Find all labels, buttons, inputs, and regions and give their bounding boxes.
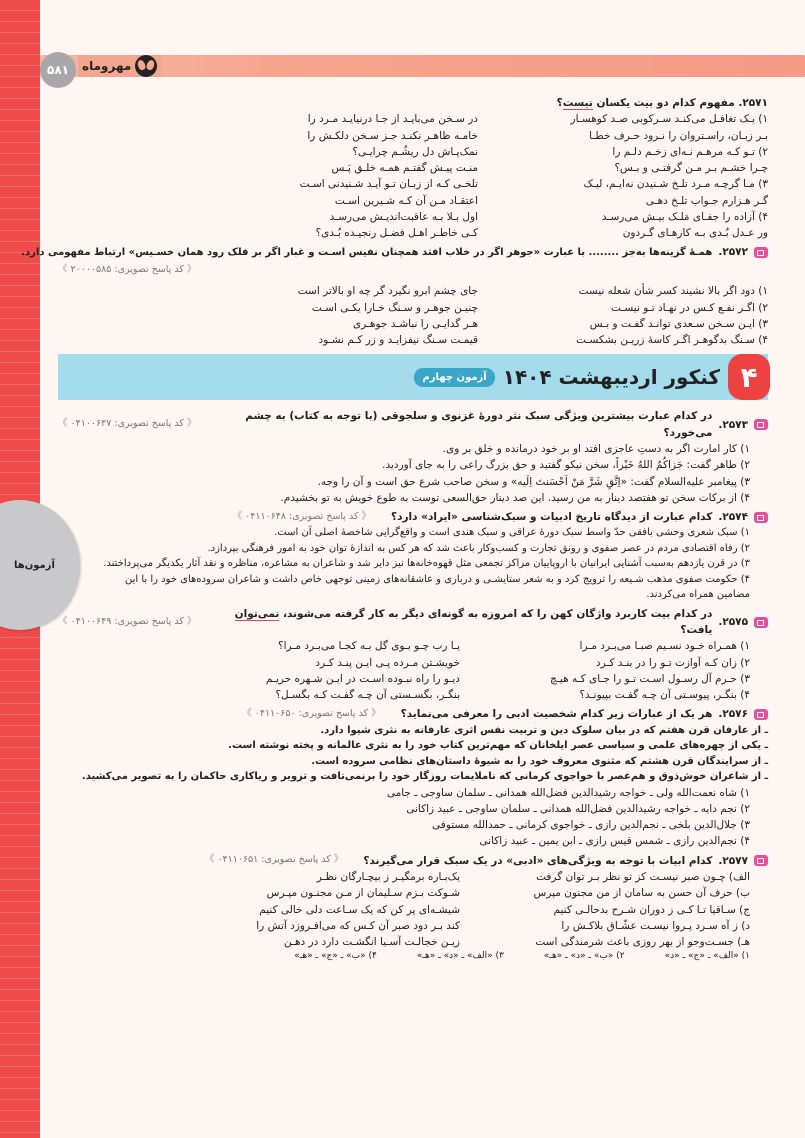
- question-header: [21, 244, 768, 260]
- question-number: ۲۵۷۶.: [718, 708, 748, 721]
- video-answer-icon[interactable]: [754, 617, 768, 628]
- statement-item: ـ از شاعران خوش‌ذوق و هم‌عصر با خواجوی کرمانی که ناملایمات روزگار خود را برنمی‌تافت و تزویر و ریاکاری حاکمان را به تصویر می‌کشید.: [81, 771, 768, 783]
- answer-option[interactable]: ۲) رفاه اقتصادی مردم در عصر صفوی و رونق تجارت و کسب‌وکار باعث شد که هر کس به اندازهٔ توان خود به امور فرهنگی بپردازد.: [207, 542, 750, 554]
- verse-second-hemistich: کند بـر دود صبر آن کـس که می‌افـروزد آتش را: [256, 919, 460, 932]
- answer-option[interactable]: ۱) شاه نعمت‌الله ولی ـ خواجه رشیدالدین فضل‌الله همدانی ـ سلمان ساوجی ـ جامی: [386, 786, 750, 799]
- exam-title: کنکور اردیبهشت ۱۴۰۴: [502, 364, 720, 389]
- question-number: ۲۵۷۵.: [718, 615, 748, 628]
- question-text: در کدام بیت کاربرد واژگان کهن را که امروزه به گونه‌ای دیگر به کار گرفته می‌شوند،: [283, 607, 713, 620]
- butterfly-logo-icon: [135, 55, 157, 77]
- verse-first-hemistich: ۱) دود اگر بالا نشیند کسر شأن شعله نیست: [578, 285, 768, 298]
- brand: [78, 55, 161, 77]
- exam-badge: آزمون چهارم: [414, 368, 494, 388]
- brand-name: مهروماه: [82, 59, 132, 73]
- verse-second-hemistich: یک‌بـاره برمگیـر ز بیچـارگان نظـر: [316, 870, 460, 883]
- verse-second-hemistich: تلخـی کـه از زبـان تـو آیـد شـنیدنی اسـت: [299, 178, 478, 191]
- verse-second-hemistich: شیشـه‌ای پر کن که یک سـاعت دلی خالی کنیم: [259, 903, 460, 916]
- question-text: همـهٔ گزینه‌ها به‌جز ........ با عبارت «جوهر اگر در خلاب افتد همچنان نفیس اسـت و غبار اگر بر فلک رود همان خسـیس» ارتباط مفهومی دارد.: [21, 246, 713, 258]
- answer-option[interactable]: ۴) حکومت صفوی مذهب شـیعه را ترویج کرد و به شعر ستایشـی و درباری و عاشقانه‌های زمینی توجهی خاص داشت و شاعران سروده‌های خود را با این: [125, 573, 750, 585]
- verse-second-hemistich: اعتقـاد مـن آن کـه شـیرین اسـت: [334, 194, 478, 207]
- answer-option[interactable]: ۲) طاهر گفت: جَزاکُمُ اللهُ خَیْراً، سخن نیکو گفتید و حق بزرگ راعی را به جای آوردید.: [382, 459, 750, 472]
- options-list: [58, 785, 768, 850]
- answer-option[interactable]: ۱) سبک شعری وحشی بافقی حدّ واسط سبک دورهٔ عراقی و سبک هندی است و واقع‌گرایی شاخصهٔ اصلی آن است.: [274, 527, 750, 539]
- statement-list: [58, 723, 768, 785]
- verse-first-hemistich: الف) چـون صبر نیسـت کز تو نظر بـر توان گرفت: [536, 870, 750, 883]
- video-answer-icon[interactable]: [754, 855, 768, 866]
- verse-first-hemistich: ۳) حـرم آل رسـول اسـت تـو را جـای کـه هیـچ: [550, 672, 750, 685]
- verse-grid: [58, 111, 768, 241]
- question-2572: [21, 244, 768, 348]
- question-header: [58, 706, 768, 722]
- question-header: ۲۵۷۱. مفهوم کدام دو بیت یکسان نیست؟: [556, 97, 768, 109]
- verse-grid: [58, 283, 768, 348]
- verse-second-hemistich: یـا رب چـو بـوی گل بـه کجـا می‌بـرد مـرا؟: [278, 640, 460, 653]
- statement-item: ـ از عارفان قرن هفتم که در بیان سلوک دین و تربیت نفس اثری عارفانه به نثری شیوا دارد.: [320, 724, 768, 736]
- question-2577: [58, 853, 768, 965]
- statement-item: ـ یکی از چهره‌های علمی و سیاسی عصر ایلخانان که مهم‌ترین کتاب خود را به نثری عالمانه و پخته نوشته است.: [228, 740, 768, 752]
- question-header: [58, 509, 768, 525]
- question-2576: [58, 706, 768, 849]
- answer-option[interactable]: ۴) «ب» ـ «ج» ـ «هـ»: [294, 951, 377, 962]
- answer-option[interactable]: ۱) «الف» ـ «ج» ـ «د»: [664, 951, 750, 962]
- question-emphasis: نیست: [562, 97, 593, 109]
- verse-first-hemistich: گـر هـزارم جـواب تلـخ دهـی: [645, 194, 768, 207]
- answer-code[interactable]: 《 کد پاسخ تصویری: ۰۴۱۱۰۶۵۰ 》: [242, 708, 381, 720]
- verse-first-hemistich: هـ) جسـت‌وجو از بهر روزی باعث شرمندگی است: [535, 936, 750, 949]
- video-answer-icon[interactable]: [754, 247, 768, 258]
- answer-option[interactable]: ۲) «ب» ـ «د» ـ «هـ»: [543, 951, 625, 962]
- verse-first-hemistich: ۳) ایـن سـخن سـعدی توانـد گفـت و بـس: [589, 317, 768, 330]
- verse-first-hemistich: ۱) یـک تغافـل می‌کنـد سـرکوبی صـد کوهسـار: [570, 113, 768, 126]
- verse-second-hemistich: قیمـت سـنگ نیفزایـد و زر کـم نشـود: [318, 334, 478, 347]
- verse-second-hemistich: هـر گدایـی را نباشـد جوهـری: [352, 317, 478, 330]
- question-emphasis: نمی‌توان: [234, 607, 280, 620]
- verse-first-hemistich: چـرا خشـم بـر مـن گرفتـی و بـس؟: [614, 162, 768, 175]
- statement-item: ـ از سرایندگان قرن هشتم که مثنوی معروف خود را به شیوهٔ داستان‌های نظامی سروده است.: [311, 755, 768, 767]
- exam-number: ۴: [728, 354, 770, 400]
- verse-second-hemistich: در سـخن می‌بایـد از جـا درنیایـد مـرد را: [307, 113, 478, 126]
- question-text: کدام عبارت از دیدگاه تاریخ ادبیات و سبک‌شناسی «ایراد» دارد؟: [391, 511, 713, 524]
- verse-first-hemistich: ج) سـاقیا تـا کـی ز دوران شـرح بدحالـی کنیم: [553, 903, 750, 916]
- options-list: [58, 525, 768, 603]
- options-list: [58, 441, 768, 506]
- answer-code[interactable]: 《 کد پاسخ تصویری: ۰۴۱۱۰۶۴۸ 》: [232, 510, 372, 522]
- answer-code[interactable]: 《 کد پاسخ تصویری: ۰۴۱۰۰۶۴۹ 》: [58, 615, 197, 627]
- answer-option[interactable]: ۳) پیغامبر علیه‌السلام گفت: «اِتَّقِ شَرَّ مَنْ اَحْسَنتَ اِلَیه» و سخن صاحب شرع حق است و آن را وجه.: [317, 475, 750, 488]
- verse-second-hemistich: شـوکت بـزم سـلیمان از مـن مجنـون مپـرس: [266, 887, 460, 900]
- question-number: ۲۵۷۳.: [718, 418, 748, 431]
- question-text: در کدام عبارت بیشترین ویژگی سبک نثر دورهٔ غزنوی و سلجوقی (با توجه به کتاب) به چشم می‌خورد؟: [245, 410, 713, 439]
- verse-second-hemistich: منـت پیـش گفتـم همـه خلـق پَـس: [331, 162, 478, 175]
- verse-grid: [58, 869, 768, 950]
- verse-second-hemistich: دیـو را راه نبـوده اسـت در ایـن شـهره حریـم: [265, 672, 460, 685]
- question-2573: [58, 408, 768, 506]
- verse-first-hemistich: د) ز آه سـرد پـروا نیسـت عشّـاق بلاکـش را: [561, 919, 750, 932]
- question-header: [58, 408, 768, 441]
- page-number: ۵۸۱: [40, 52, 76, 88]
- question-text: مفهوم کدام دو بیت یکسان: [596, 97, 735, 109]
- question-header: ۲۵۷۵. در کدام بیت کاربرد واژگان کهن را که امروزه به گونه‌ای دیگر به کار گرفته می‌شوند، نمی‌توان یافت؟ 《 کد پاسخ تصویری: ۰۴۱۰۰۶۴۹ 》: [58, 606, 768, 639]
- answer-option[interactable]: ۳) جلال‌الدین بلخی ـ نجم‌الدین رازی ـ خواجوی کرمانی ـ حمدالله مستوفی: [432, 819, 750, 832]
- verse-first-hemistich: ۴) بنگـر، پیوسـتی آن چـه گفـت بپیونـد؟: [579, 689, 750, 702]
- verse-second-hemistich: چنیـن جوهـر و سـنگ خـارا یکـی اسـت: [311, 301, 478, 314]
- answer-option[interactable]: ۲) نجم دایه ـ خواجه رشیدالدین فضل‌الله همدانی ـ سلمان ساوجی ـ عبید زاکانی: [406, 802, 750, 815]
- verse-first-hemistich: ۴) آزاده را جفـای مَلـک بیـش می‌رسـد: [601, 210, 768, 223]
- question-number: ۲۵۷۷.: [718, 854, 748, 867]
- answer-option[interactable]: ۴) از برکات سخن تو هفتصد دینار به من رسید. این صد دینار حق‌السعی توست به طوع خویش به تو بخشیدم.: [280, 491, 750, 504]
- answer-options: [58, 950, 768, 964]
- verse-first-hemistich: ۲) زان کـه آوازت تـو را در بنـد کـرد: [595, 656, 750, 669]
- video-answer-icon[interactable]: [754, 419, 768, 430]
- answer-option[interactable]: مضامین همراه می‌کردند.: [646, 589, 750, 601]
- verse-grid: [58, 638, 768, 703]
- verse-second-hemistich: کـی خاطـر اهـل فضـل رنجیـده بُـدی؟: [315, 227, 478, 240]
- verse-second-hemistich: خامـه ظاهـر نکنـد جـز سـخن دلکـش را: [307, 129, 478, 142]
- answer-option[interactable]: ۴) نجم‌الدین رازی ـ شمس قیس رازی ـ ابن یمین ـ عبید زاکانی: [479, 835, 750, 848]
- verse-second-hemistich: جای چشم ابرو نگیرد گر چه او بالاتر است: [297, 285, 478, 298]
- question-number: ۲۵۷۲.: [718, 246, 748, 259]
- verse-first-hemistich: ۲) اگـر نفـع کـس در نهـاد تـو نیسـت: [611, 301, 768, 314]
- question-number: ۲۵۷۴.: [718, 511, 748, 524]
- verse-first-hemistich: ب) حرف آن حسن به سامان از من مجنون مپرس: [533, 887, 750, 900]
- answer-code[interactable]: 《 کد پاسخ تصویری: ۰۴۱۱۰۶۵۱ 》: [204, 854, 344, 866]
- verse-first-hemistich: ۲) تـو کـه مرهـم نـه‌ای زخـم دلـم را: [612, 145, 768, 158]
- video-answer-icon[interactable]: [754, 512, 768, 523]
- exam-banner: [58, 354, 768, 400]
- question-2575: [58, 606, 768, 704]
- video-answer-icon[interactable]: [754, 709, 768, 720]
- verse-second-hemistich: بنگـر، بگسـستی آن چـه گفـت کـه بگسـل؟: [275, 689, 460, 702]
- question-2571: [58, 95, 768, 241]
- verse-second-hemistich: خویشـتن مـرده پـی ایـن پنـد کـرد: [315, 656, 460, 669]
- answer-option[interactable]: ۱) کار امارت اگر به دستِ عاجزی افتد او بر خود درمانده و خلق بر وی.: [442, 442, 750, 455]
- side-tab-label: آزمون‌ها: [14, 560, 55, 571]
- verse-first-hemistich: ۳) مـا گرچـه مـرد تلـخ شـنیدن نه‌ایـم، لیـک: [583, 178, 768, 191]
- answer-code[interactable]: 《 کد پاسخ تصویری: ۰۴۱۰۰۶۴۷ 》: [58, 418, 197, 430]
- answer-option[interactable]: ۳) در قرن یازدهم به‌سبب آشنایی ایرانیان با اروپاییان مراکز تجمعی مثل قهوه‌خانه‌ها نیز دایر شد و شاعران به مشاعره، مناظره و نقد آثار یکدیگر می‌پرداختند.: [103, 558, 750, 570]
- question-text: هر یک از عبارات زیر کدام شخصیت ادبی را معرفی می‌نماید؟: [400, 708, 713, 721]
- question-2574: [58, 509, 768, 603]
- verse-second-hemistich: نمک‌پـاش دل ریشُـم چرایـی؟: [352, 145, 478, 158]
- verse-second-hemistich: اول بـلا بـه عاقبت‌اندیـش می‌رسـد: [329, 210, 478, 223]
- answer-code[interactable]: 《 کد پاسخ تصویری: ۲۰۰۰۰۵۸۵ 》: [58, 263, 197, 275]
- question-text: کدام ابیات با توجه به ویژگی‌های «ادبی» در یک سبک قرار می‌گیرند؟: [363, 854, 713, 867]
- question-header: [58, 853, 768, 869]
- verse-first-hemistich: ۱) همـراه خـود نسـیم صبـا می‌بـرد مـرا: [579, 640, 750, 653]
- verse-first-hemistich: ۴) سـنگ بدگوهـر اگـر کاسهٔ زریـن بشکسـت: [576, 334, 768, 347]
- verse-second-hemistich: زیـن خجالـت آسـیا انگشـت دارد در دهـن: [283, 936, 460, 949]
- verse-first-hemistich: ور عـدل بُـدی بـه کارهـای گـردون: [622, 227, 768, 240]
- verse-first-hemistich: بـر زبـان، راسـتروان را نـرود حـرف خطـا: [589, 129, 768, 142]
- answer-option[interactable]: ۳) «الف» ـ «د» ـ «هـ»: [416, 951, 504, 962]
- question-number: ۲۵۷۱.: [738, 97, 768, 109]
